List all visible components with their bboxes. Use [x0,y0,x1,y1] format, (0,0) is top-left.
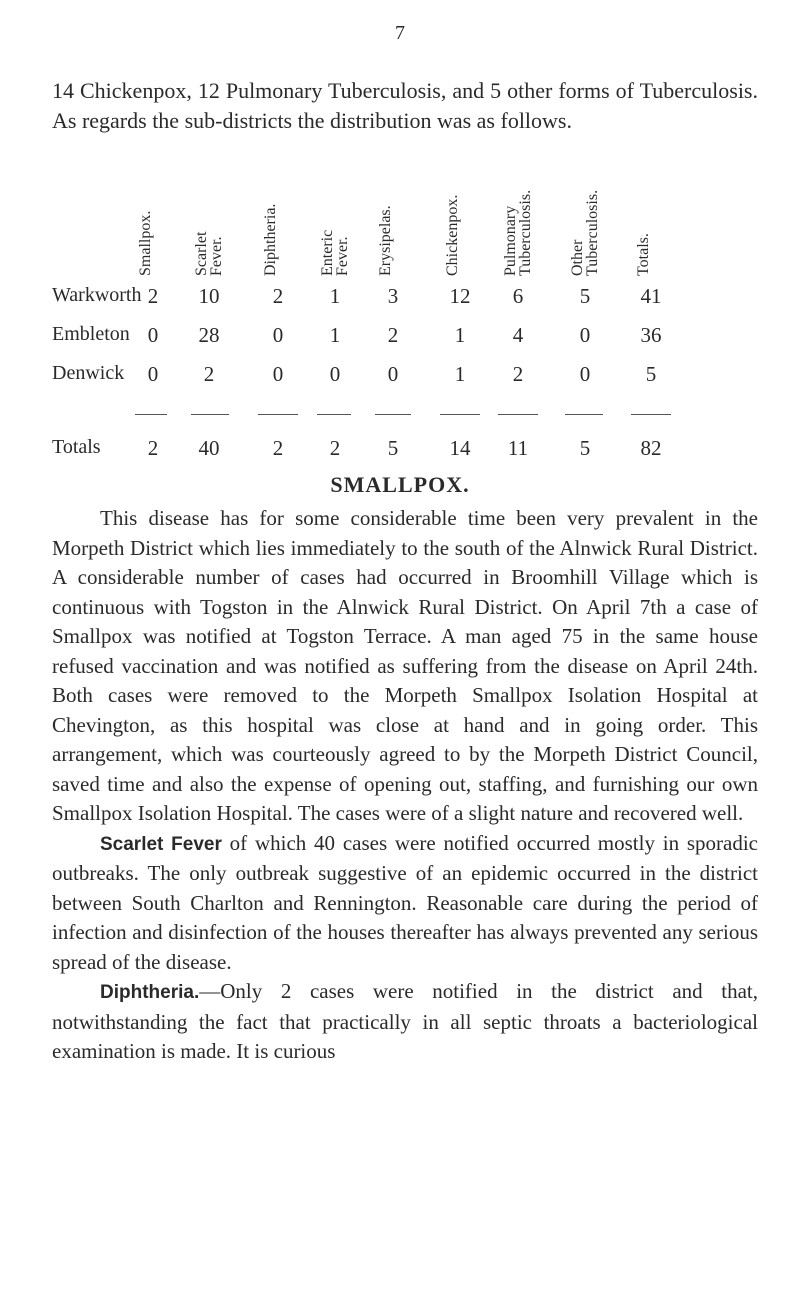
table-cell: 11 [507,436,529,460]
table-cell: 5 [387,436,399,460]
total-rule [375,414,411,415]
row-label-denwick: Denwick [52,362,125,384]
table-cell: 0 [579,323,591,347]
table-cell: 0 [329,362,341,386]
col-header-pulmonary-tuberculosis: Pulmonary Tuberculosis. [502,189,534,276]
table-cell: 2 [329,436,341,460]
row-label-embleton: Embleton [52,323,130,345]
table-cell: 14 [449,436,471,460]
table-cell: 10 [198,284,220,308]
col-header-totals: Totals. [635,233,652,276]
total-rule [258,414,298,415]
table-cell: 0 [147,362,159,386]
table-cell: 5 [645,362,657,386]
table-cell: 82 [640,436,662,460]
table-cell: 0 [272,323,284,347]
total-rule [191,414,229,415]
table-cell: 5 [579,284,591,308]
table-cell: 6 [512,284,524,308]
table-cell: 5 [579,436,591,460]
table-cell: 1 [454,323,466,347]
col-header-diphtheria: Diphtheria. [262,203,279,276]
col-header-scarlet-fever: Scarlet Fever. [193,231,225,276]
col-header-enteric-fever: Enteric Fever. [319,229,351,276]
table-cell: 0 [579,362,591,386]
diphtheria-label: Diphtheria. [100,982,200,1003]
table-cell: 0 [272,362,284,386]
total-rule [565,414,603,415]
row-label-warkworth: Warkworth [52,284,142,306]
table-cell: 3 [387,284,399,308]
scarlet-fever-label: Scarlet Fever [100,833,222,855]
table-cell: 12 [449,284,471,308]
table-cell: 2 [147,284,159,308]
table-cell: 0 [147,323,159,347]
page-number: 7 [395,22,405,44]
table-cell: 41 [640,284,662,308]
intro-paragraph [52,76,758,136]
table-cell: 40 [198,436,220,460]
total-rule [440,414,480,415]
scarlet-fever-paragraph [52,829,758,978]
table-cell: 2 [512,362,524,386]
total-rule [498,414,538,415]
table-cell: 2 [203,362,215,386]
body-text [52,504,758,1067]
scarlet-fever-text: of which 40 cases were notified occurred mostly in sporadic outbreaks. The only outbreak suggestive of an epidemic occurred in the district between South Charlton and Rennington. Reasonable care during the period of infection and disinfection of the houses thereafter has always prevented any serious spread of the disease. [52,830,758,974]
table-cell: 1 [329,323,341,347]
total-rule [135,414,167,415]
col-header-chickenpox: Chickenpox. [444,194,461,276]
total-rule [317,414,351,415]
intro-text: 14 Chickenpox, 12 Pulmonary Tuberculosis, and 5 other forms of Tuberculosis. As regards the sub-districts the distribution was as follows. [52,78,758,133]
table-cell: 1 [329,284,341,308]
table-cell: 2 [272,284,284,308]
row-label-totals: Totals [52,436,101,458]
table-cell: 2 [387,323,399,347]
total-rule [631,414,671,415]
diphtheria-text: —Only 2 cases were notified in the district and that, notwithstanding the fact that practically in all septic throats a bacteriological examination is made. It is curious [52,979,758,1063]
table-cell: 0 [387,362,399,386]
smallpox-heading: SMALLPOX. [330,472,470,497]
col-header-erysipelas: Erysipelas. [377,205,394,276]
col-header-other-tuberculosis: Other Tuberculosis. [569,189,601,276]
diphtheria-paragraph [52,977,758,1067]
table-cell: 28 [198,323,220,347]
table-cell: 4 [512,323,524,347]
table-cell: 2 [272,436,284,460]
table-cell: 36 [640,323,662,347]
col-header-smallpox: Smallpox. [137,210,154,276]
smallpox-paragraph: This disease has for some considerable time been very prevalent in the Morpeth District which lies immediately to the south of the Alnwick Rural District. A considerable number of cases had occurred in Broomhill Village which is continuous with Togston in the Alnwick Rural District. On April 7th a case of Smallpox was notified at Togston Terrace. A man aged 75 in the same house refused vaccination and was notified as suffering from the disease on April 24th. Both cases were removed to the Morpeth Smallpox Isolation Hospital at Chevington, as this hospital was close at hand and in going order. This arrangement, which was courteously agreed to by the Morpeth District Council, saved time and also the expense of opening out, staffing, and furnishing our own Smallpox Isolation Hospital. The cases were of a slight nature and recovered well. [52,506,758,825]
table-cell: 2 [147,436,159,460]
table-cell: 1 [454,362,466,386]
